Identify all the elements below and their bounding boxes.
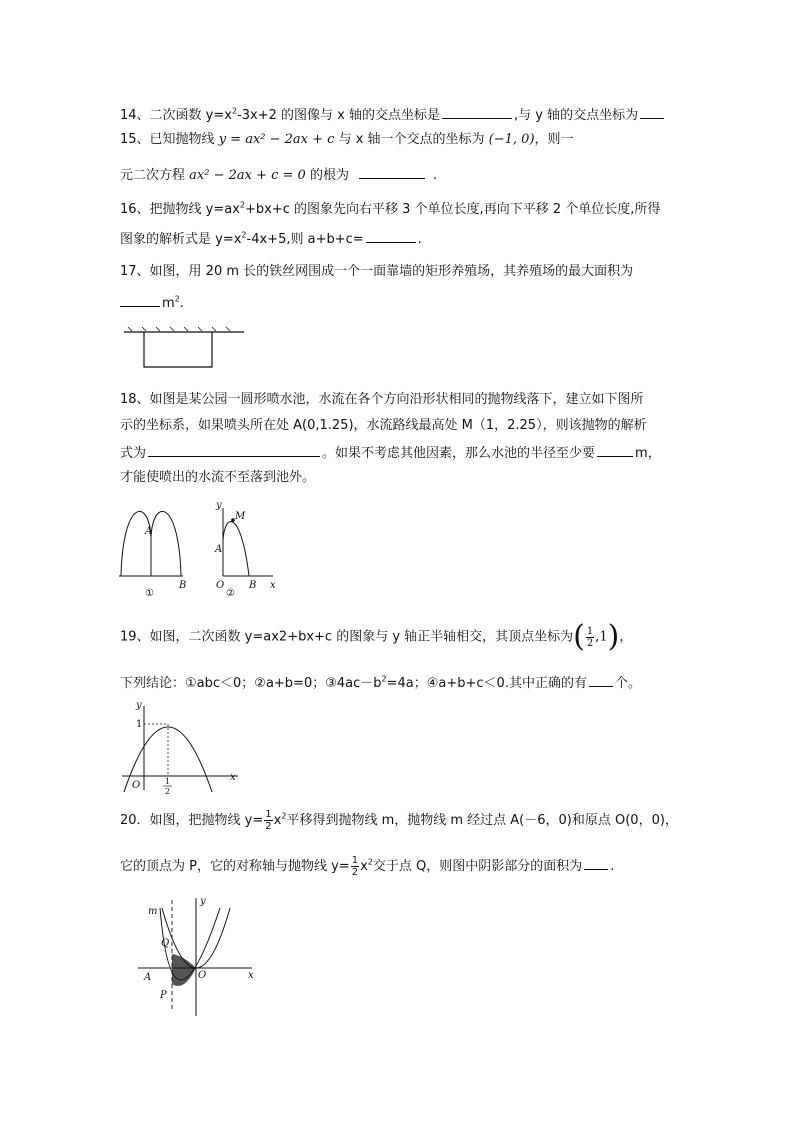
q16-sup-2: 2 [241,230,247,240]
q16-text-d: -4x+5,则 a+b+c= [246,232,364,247]
fig19-label-x: x [230,772,236,783]
fig19-label-1: 1 [136,719,143,730]
fig18-2-label-O: O [216,580,225,591]
q20-text-e: x [360,859,368,874]
fig20-label-y: y [200,896,206,907]
q15-blank[interactable] [359,164,425,179]
fig20-label-A: A [144,972,152,983]
figure-18-svg [115,500,285,600]
q15-text-e: 的根为 [305,168,349,183]
q20-frac2-num: 1 [351,855,359,866]
q19-vertex-x-num: 1 [586,625,594,637]
q18-blank-formula[interactable] [148,442,320,457]
fig20-label-x: x [248,970,254,981]
q14-sup: 2 [231,106,238,116]
q20-frac1-den: 2 [265,821,272,832]
q15-text-b: 与 x 轴一个交点的坐标为 [334,132,489,147]
q17-end: . [179,296,184,311]
q20-sup-2: 2 [367,857,373,867]
q18-text-4: 才能使喷出的水流不至落到池外。 [120,470,316,485]
question-18-line-3 [120,442,661,464]
figure-19-svg [118,700,248,795]
q20-sup-1: 2 [281,811,287,821]
q15-point: (−1, 0) [488,132,535,147]
fig18-2-label-A: A [215,544,223,555]
question-19-line-1 [120,620,632,655]
q19-vertex-x [586,626,594,649]
q14-blank-x[interactable] [442,104,512,119]
q19-text-d: =4a；④a+b+c＜0.其中正确的有 [386,676,587,691]
q17-text: 17、如图，用 20 m 长的铁丝网围成一个一面靠墙的矩形养殖场，其养殖场的最大面积为 [120,264,634,279]
q19-text-c: 下列结论：①abc＜0；②a+b=0；③4ac－b [120,676,382,691]
q16-sup-1: 2 [239,200,246,210]
q16-text-c: 图象的解析式是 y=x [120,232,242,247]
fence-rectangle [144,332,212,367]
fig18-2-label-B: B [249,580,257,591]
q18-text-1: 18、如图是某公园一圆形喷水池，水流在各个方向沿形状相同的抛物线落下，建立如下图所 [120,392,644,407]
fig20-shaded-region [172,954,196,986]
q14-text-b: -3x+2 的图像与 x 轴的交点坐标是 [237,108,440,123]
fig19-label-half-num: 1 [165,777,171,786]
q19-vertex-x-den: 2 [586,637,594,649]
fig18-2-label-y: y [216,500,222,511]
q20-fraction-1 [264,809,272,832]
q14-blank-y[interactable] [640,104,664,119]
question-15-line-2 [120,164,437,186]
figure-20-svg [130,894,260,1020]
q19-sup: 2 [381,674,387,684]
fig20-label-Q: Q [161,938,170,949]
q14-text-c: ,与 y 轴的交点坐标为 [513,108,639,123]
fig18-2-label-2: ② [226,588,235,599]
q19-text-a: 19、如图，二次函数 y=ax2+bx+c 的图象与 y 轴正半轴相交，其顶点坐标为 [120,629,574,645]
fig19-label-y: y [136,700,142,711]
figure-20 [130,894,260,1020]
fig19-label-half-den: 2 [165,787,171,796]
figure-17-enclosure [120,322,250,372]
question-19-line-2 [120,672,641,694]
q17-sup: 2 [174,294,180,304]
question-20-line-2 [120,852,614,882]
question-16-line-1 [120,200,660,220]
question-20-line-1 [120,806,678,836]
fig18-1-right-arc [151,511,181,576]
q18-text-2: 示的坐标系，如果喷头所在处 A(0,1.25)，水流路线最高处 M（1，2.25），则该抛物的解析 [120,418,647,433]
fig18-1-label-A: A [145,526,153,537]
q14-text-a: 14、二次函数 y=x [120,108,232,123]
q17-unit: m [162,296,175,311]
fig18-2-label-M: M [235,511,246,522]
q16-text-a: 16、把抛物线 y=ax [120,202,240,217]
q20-fraction-2 [351,855,359,878]
fig20-label-m: m [148,906,158,917]
q19-text-b: ， [619,629,633,645]
q15-equation: y = ax² − 2ax + c [218,132,335,147]
q19-paren-right: ) [607,619,620,654]
question-18-line-1 [120,390,644,410]
question-17-line-1 [120,262,633,282]
q20-frac1-num: 1 [265,809,272,820]
q15-text-c: ，则一 [534,132,574,147]
fig18-2-label-x: x [270,580,276,591]
wall-hatching [128,327,230,331]
q20-text-c: 平移得到抛物线 m，抛物线 m 经过点 A(－6，0)和原点 O(0，0)， [286,813,678,828]
q16-text-e: . [417,232,422,247]
q20-text-f: 交于点 Q，则图中阴影部分的面积为 [372,859,583,874]
q18-text-3c: m， [635,446,661,461]
q20-blank[interactable] [584,855,608,870]
q19-vertex-y: ,1 [595,629,608,645]
q18-text-3a: 式为 [120,446,147,461]
q16-text-b: +bx+c 的图象先向右平移 3 个单位长度,再向下平移 2 个单位长度,所得 [245,202,661,217]
fig20-label-O: O [198,970,207,981]
q15-text-f: . [432,168,438,183]
figure-18 [115,500,285,600]
q15-equation-2: ax² − 2ax + c = 0 [189,168,306,183]
q17-blank[interactable] [120,292,160,307]
q18-blank-radius[interactable] [597,442,633,457]
question-18-line-4 [120,468,315,488]
figure-19 [118,700,248,795]
q15-text-a: 15、已知抛物线 [120,132,219,147]
q19-text-e: 个。 [614,676,641,691]
q20-text-g: . [610,859,615,874]
question-18-line-2 [120,416,647,436]
fig18-1-left-arc [121,511,151,576]
q19-paren-left: ( [573,619,585,654]
question-14 [120,104,666,126]
q20-text-d: 它的顶点为 P，它的对称轴与抛物线 y= [120,859,350,874]
q15-text-d: 元二次方程 [120,168,190,183]
q20-text-a: 20．如图，把抛物线 y= [120,813,264,828]
question-16-line-2 [120,228,422,250]
fig19-label-O: O [132,780,141,791]
q19-blank[interactable] [589,672,613,687]
q20-frac2-den: 2 [351,867,359,878]
fig18-2-arc [223,522,249,576]
q16-blank[interactable] [366,228,416,243]
q20-text-b: x [273,813,282,828]
question-17-line-2 [120,292,184,314]
figure-17-svg [120,322,250,372]
fig18-1-label-1: ① [145,588,154,599]
fig20-label-P: P [160,990,167,1001]
q18-text-3b: 。如果不考虑其他因素，那么水池的半径至少要 [322,446,596,461]
question-15-line-1 [120,130,574,150]
fig18-1-label-B: B [179,580,187,591]
